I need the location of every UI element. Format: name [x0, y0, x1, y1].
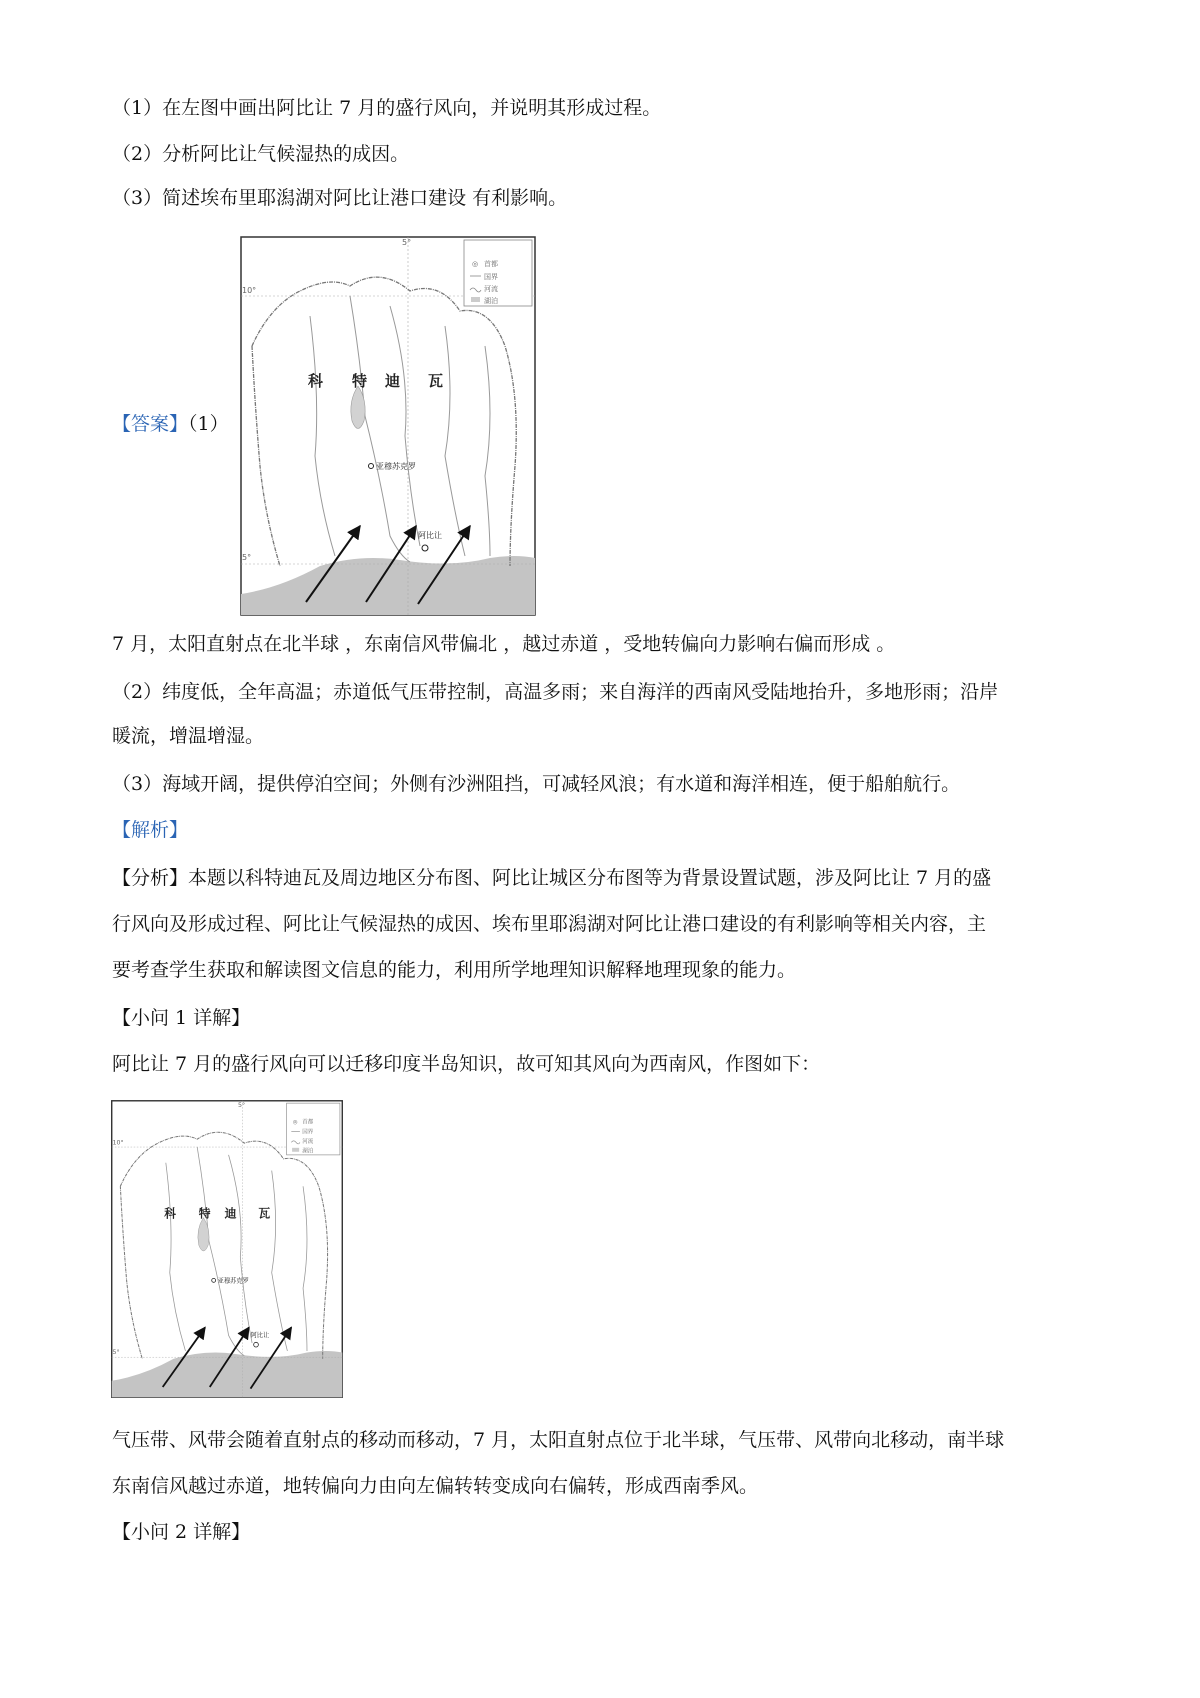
map-legend	[464, 240, 532, 306]
answer-3-text: （3）海域开阔，提供停泊空间；外侧有沙洲阻挡，可减轻风浪；有水道和海洋相连，便于船舶航行。	[112, 773, 961, 795]
svg-text:◎: ◎	[472, 260, 479, 268]
capital-label: 亚穆苏克罗	[217, 1277, 249, 1285]
country-char: 特	[352, 372, 368, 390]
subquestion-1-explain-line2: 东南信风越过赤道，地转偏向力由向左偏转转变成向右偏转，形成西南季风。	[112, 1475, 759, 1497]
map-svg	[110, 1100, 344, 1398]
answer-heading	[112, 412, 229, 436]
map-svg	[240, 236, 536, 616]
legend-item: 湖泊	[484, 297, 498, 305]
country-char: 瓦	[258, 1206, 271, 1221]
analysis-label: 【解析】	[112, 819, 189, 841]
capital-label: 亚穆苏克罗	[376, 462, 416, 471]
answer-label: 【答案】	[112, 413, 189, 435]
country-char: 特	[198, 1206, 211, 1221]
answer-map	[240, 236, 536, 616]
city-label: 阿比让	[250, 1331, 270, 1339]
question-1: （1）在左图中画出阿比让 7 月的盛行风向，并说明其形成过程。	[112, 97, 662, 119]
legend-item: 国界	[302, 1129, 314, 1136]
analysis-intro-line1: 【分析】本题以科特迪瓦及周边地区分布图、阿比让城区分布图等为背景设置试题，涉及阿比让 7 月的盛	[112, 867, 992, 889]
map-legend	[287, 1103, 340, 1155]
answer-2-line2: 暖流，增温增湿。	[112, 725, 265, 747]
country-char: 科	[164, 1206, 177, 1221]
subquestion-1-text: 阿比让 7 月的盛行风向可以迁移印度半岛知识，故可知其风向为西南风，作图如下：	[112, 1053, 821, 1075]
subquestion-2-label: 【小问 2 详解】	[112, 1521, 251, 1543]
city-marker	[254, 1342, 259, 1347]
question-3: （3）简述埃布里耶潟湖对阿比让港口建设 有利影响。	[112, 187, 568, 209]
lon-label: 5°	[402, 238, 412, 247]
svg-text:◎: ◎	[292, 1119, 298, 1126]
analysis-intro-line2: 行风向及形成过程、阿比让气候湿热的成因、埃布里耶潟湖对阿比让港口建设的有利影响等相关内容，主	[112, 913, 987, 935]
lat-label-bottom: 5°	[112, 1349, 120, 1357]
legend-item: 首都	[302, 1119, 314, 1126]
question-2: （2）分析阿比让气候湿热的成因。	[112, 143, 410, 165]
country-char: 迪	[385, 372, 401, 390]
legend-item: 首都	[484, 260, 498, 268]
legend-item: 河流	[484, 285, 498, 293]
lat-label-top: 10°	[112, 1139, 124, 1147]
city-marker	[422, 545, 428, 551]
answer-number: （1）	[188, 413, 229, 435]
lat-label-top: 10°	[242, 286, 257, 295]
country-char: 科	[308, 372, 324, 390]
lon-label: 5°	[237, 1102, 246, 1110]
answer-1-text: 7 月，太阳直射点在北半球 ，东南信风带偏北 ，越过赤道 ，受地转偏向力影响右偏而形成 。	[112, 633, 896, 655]
lat-label-bottom: 5°	[242, 553, 252, 562]
analysis-map	[110, 1100, 344, 1398]
subquestion-1-explain-line1: 气压带、风带会随着直射点的移动而移动，7 月，太阳直射点位于北半球，气压带、风带向北移动，南半球	[112, 1429, 1005, 1451]
legend-item: 湖泊	[302, 1148, 314, 1155]
legend-item: 国界	[484, 273, 498, 281]
country-char: 迪	[224, 1206, 237, 1221]
country-char: 瓦	[428, 372, 444, 390]
analysis-intro-line3: 要考查学生获取和解读图文信息的能力，利用所学地理知识解释地理现象的能力。	[112, 959, 797, 981]
answer-2-line1: （2）纬度低，全年高温；赤道低气压带控制，高温多雨；来自海洋的西南风受陆地抬升，多地形雨；沿岸	[112, 681, 999, 703]
city-label: 阿比让	[418, 531, 442, 540]
subquestion-1-label: 【小问 1 详解】	[112, 1007, 251, 1029]
legend-item: 河流	[302, 1139, 314, 1146]
